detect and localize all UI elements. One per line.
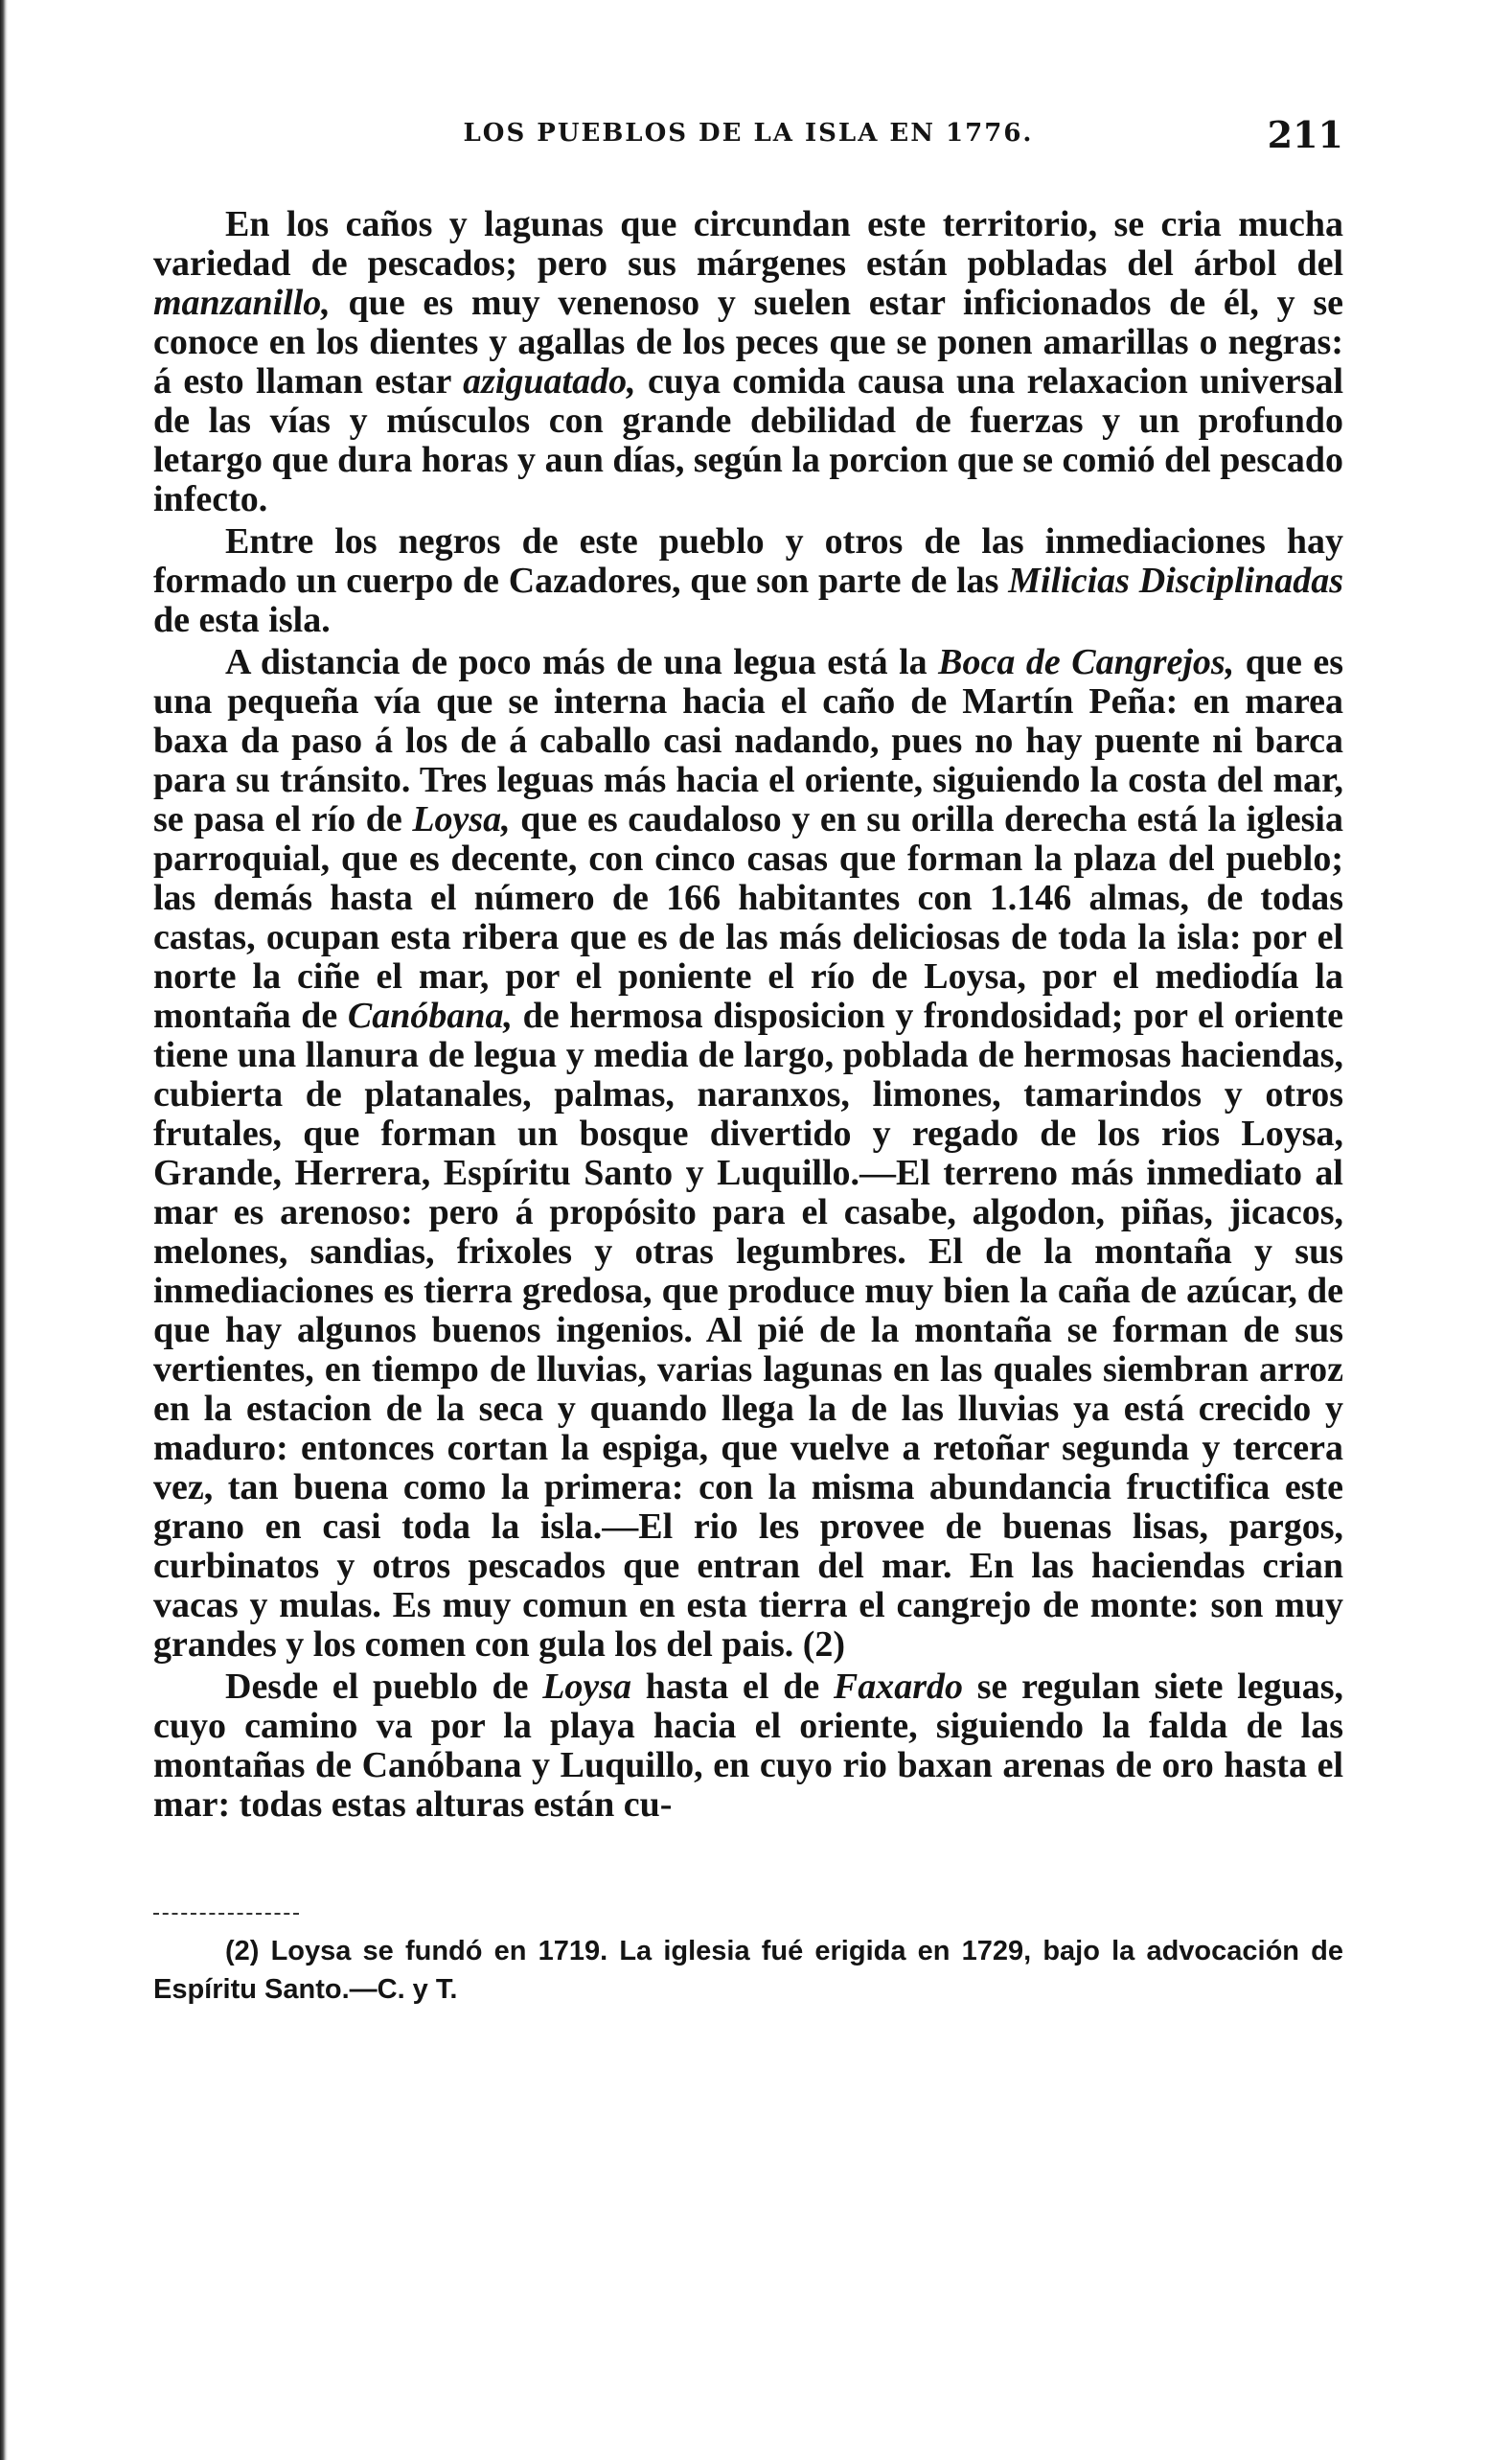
text-run: Desde el pueblo de (225, 1667, 543, 1707)
scan-edge (0, 0, 8, 2460)
paragraph (153, 643, 1343, 1665)
text-run: hasta el de (631, 1667, 834, 1707)
book-page (153, 113, 1343, 2009)
running-head (153, 113, 1343, 171)
text-run: de esta isla. (153, 600, 331, 640)
italic-text: Boca de Cangrejos, (938, 642, 1235, 682)
italic-text: manzanillo, (153, 283, 331, 323)
text-run: A distancia de poco más de una legua está la (225, 642, 939, 682)
paragraph (153, 1667, 1343, 1825)
running-title: LOS PUEBLOS DE LA ISLA EN 1776. (463, 119, 1034, 148)
text-run: que es una pequeña vía que se interna hacia el caño de Martín Peña: en marea baxa da paso á los de á caballo casi nadando, pues no hay puente ni barca para su tránsito. Tres leguas más hacia el oriente, siguiendo la costa del mar, se pasa el río de (153, 642, 1344, 839)
text-run: se regulan siete leguas, cuyo camino va por la playa hacia el oriente, siguiendo la falda de las montañas de Canóbana y Luquillo, en cuyo rio baxan arenas de oro hasta el mar: todas estas alturas están cu- (153, 1667, 1343, 1825)
italic-text: Milicias Disciplinadas (1008, 561, 1343, 601)
footnote-divider (153, 1913, 299, 1915)
text-run: Entre los negros de este pueblo y otros de las inmediaciones hay formado un cuerpo de Cazadores, que son parte de las (153, 521, 1343, 601)
italic-text: Loysa, (412, 799, 511, 839)
italic-text: Faxardo (833, 1667, 964, 1707)
text-run: de hermosa disposicion y frondosidad; por el oriente tiene una llanura de legua y media de largo, poblada de hermosas haciendas, cubierta de platanales, palmas, naranxos, limones, tamarindos y otros frutales, que forman un bosque divertido y regado de los rios Loysa, Grande, Herrera, Espíritu Santo y Luquillo.—El terreno más inmediato al mar es arenoso: pero á propósito para el casabe, algodon, piñas, jicacos, melones, sandias, frixoles y otras legumbres. El de la montaña y sus inmediaciones es tierra gredosa, que produce muy bien la caña de azúcar, de que hay algunos buenos ingenios. Al pié de la montaña se forman de sus vertientes, en tiempo de lluvias, varias lagunas en las quales siembran arroz en la estacion de la seca y quando llega la de las lluvias ya está crecido y maduro: entonces cortan la espiga, que vuelve a retoñar segunda y tercera vez, tan buena como la primera: con la misma abundancia fructifica este grano en casi toda la isla.—El rio les provee de buenas lisas, pargos, curbinatos y otros pescados que entran del mar. En las haciendas crian vacas y mulas. Es muy comun en esta tierra el cangrejo de monte: son muy grandes y los comen con gula los del pais. (2) (153, 996, 1343, 1665)
text-run: que es caudaloso y en su orilla derecha está la iglesia parroquial, que es decente, con cinco casas que forman la plaza del pueblo; las demás hasta el número de 166 habitantes con 1.146 almas, de todas castas, ocupan esta ribera que es de las más deliciosas de toda la isla: por el norte la ciñe el mar, por el poniente el río de Loysa, por el mediodía la montaña de (153, 799, 1343, 1036)
text-run: que es muy venenoso y suelen estar inficionados de él, y se conoce en los dientes y agallas de los peces que se ponen amarillas o negras: á esto llaman estar (153, 283, 1343, 402)
text-run: cuya comida causa una relaxacion universal de las vías y músculos con grande debilidad de fuerzas y un profundo letargo que dura horas y aun días, según la porcion que se comió del pescado infecto. (153, 361, 1344, 519)
page-number: 211 (1267, 113, 1343, 156)
italic-text: aziguatado, (463, 361, 636, 402)
italic-text: Canóbana, (347, 996, 513, 1036)
paragraph (153, 522, 1343, 640)
paragraph (153, 205, 1343, 519)
body-text (153, 205, 1343, 1825)
italic-text: Loysa (542, 1667, 632, 1707)
footnote: (2) Loysa se fundó en 1719. La iglesia fué erigida en 1729, bajo la advocación de Espíritu Santo.—C. y T. (153, 1936, 1343, 2005)
text-run: En los caños y lagunas que circundan este territorio, se cria mucha variedad de pescados; pero sus márgenes están pobladas del árbol del (153, 204, 1343, 284)
